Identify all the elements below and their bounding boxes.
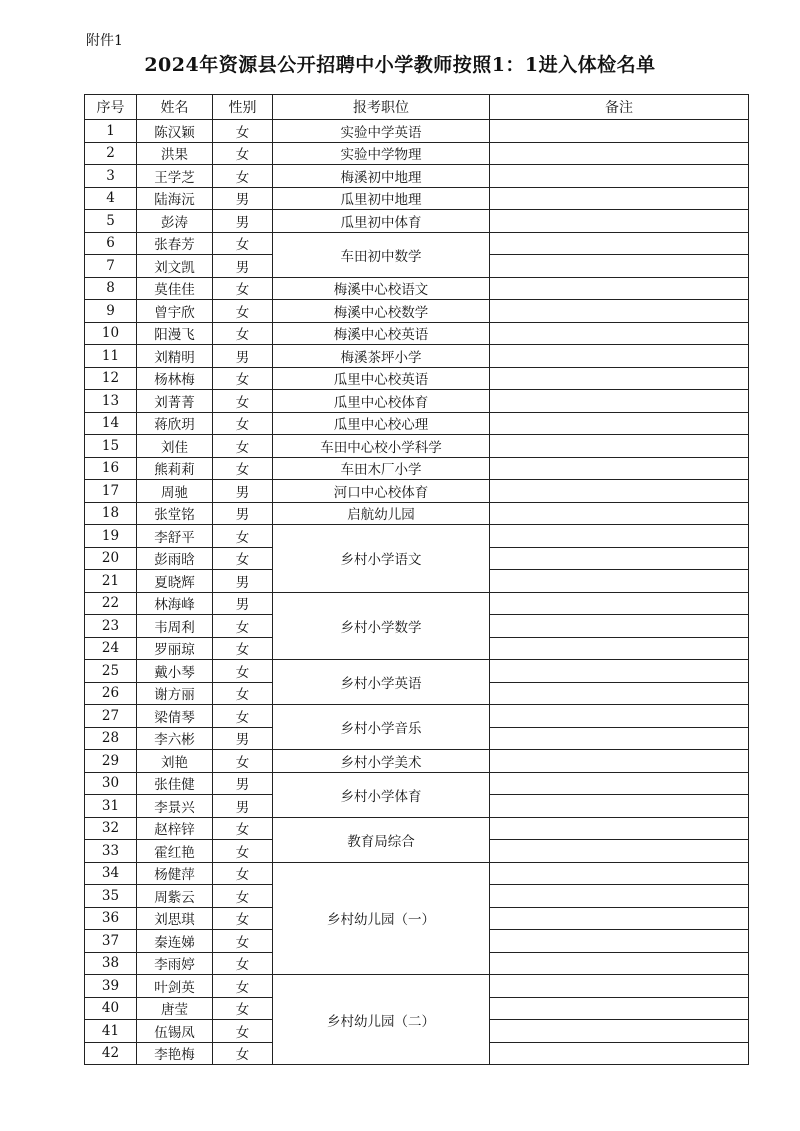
row-number-cell: 21 xyxy=(85,570,137,593)
row-number-cell: 17 xyxy=(85,480,137,503)
gender-cell: 女 xyxy=(213,1020,273,1043)
row-number-cell: 16 xyxy=(85,457,137,480)
note-cell xyxy=(490,187,749,210)
row-number-cell: 14 xyxy=(85,412,137,435)
position-cell: 乡村幼儿园（二） xyxy=(273,975,490,1065)
gender-cell: 男 xyxy=(213,502,273,525)
header-note: 备注 xyxy=(490,95,749,120)
name-cell: 夏晓辉 xyxy=(137,570,213,593)
note-cell xyxy=(490,277,749,300)
gender-cell: 男 xyxy=(213,592,273,615)
name-cell: 王学芝 xyxy=(137,165,213,188)
name-cell: 罗丽琼 xyxy=(137,637,213,660)
name-cell: 李艳梅 xyxy=(137,1042,213,1065)
note-cell xyxy=(490,1020,749,1043)
gender-cell: 男 xyxy=(213,480,273,503)
gender-cell: 女 xyxy=(213,142,273,165)
attachment-label: 附件1 xyxy=(86,33,123,49)
table-header-row xyxy=(85,95,749,120)
note-cell xyxy=(490,322,749,345)
row-number-cell: 32 xyxy=(85,817,137,840)
position-cell: 瓜里中心校体育 xyxy=(273,390,490,413)
table-row xyxy=(85,862,749,885)
name-cell: 彭雨晗 xyxy=(137,547,213,570)
name-cell: 张堂铭 xyxy=(137,502,213,525)
position-cell: 实验中学物理 xyxy=(273,142,490,165)
name-cell: 林海峰 xyxy=(137,592,213,615)
name-cell: 霍红艳 xyxy=(137,840,213,863)
name-cell: 周驰 xyxy=(137,480,213,503)
gender-cell: 女 xyxy=(213,412,273,435)
row-number-cell: 13 xyxy=(85,390,137,413)
row-number-cell: 28 xyxy=(85,727,137,750)
name-cell: 李雨婷 xyxy=(137,952,213,975)
name-cell: 叶剑英 xyxy=(137,975,213,998)
name-cell: 刘佳 xyxy=(137,435,213,458)
note-cell xyxy=(490,120,749,143)
note-cell xyxy=(490,210,749,233)
note-cell xyxy=(490,840,749,863)
position-cell: 梅溪初中地理 xyxy=(273,165,490,188)
table-row xyxy=(85,187,749,210)
table-row xyxy=(85,772,749,795)
gender-cell: 女 xyxy=(213,615,273,638)
row-number-cell: 36 xyxy=(85,907,137,930)
document-title: 2024年资源县公开招聘中小学教师按照1：1进入体检名单 xyxy=(144,54,656,76)
row-number-cell: 27 xyxy=(85,705,137,728)
row-number-cell: 19 xyxy=(85,525,137,548)
note-cell xyxy=(490,727,749,750)
position-cell: 实验中学英语 xyxy=(273,120,490,143)
position-cell: 梅溪中心校语文 xyxy=(273,277,490,300)
note-cell xyxy=(490,975,749,998)
table-row xyxy=(85,975,749,998)
name-cell: 戴小琴 xyxy=(137,660,213,683)
row-number-cell: 15 xyxy=(85,435,137,458)
table-row xyxy=(85,660,749,683)
row-number-cell: 22 xyxy=(85,592,137,615)
table-row xyxy=(85,210,749,233)
name-cell: 曾宇欣 xyxy=(137,300,213,323)
row-number-cell: 33 xyxy=(85,840,137,863)
table-row xyxy=(85,390,749,413)
note-cell xyxy=(490,232,749,255)
row-number-cell: 34 xyxy=(85,862,137,885)
gender-cell: 女 xyxy=(213,997,273,1020)
name-cell: 彭涛 xyxy=(137,210,213,233)
gender-cell: 女 xyxy=(213,975,273,998)
row-number-cell: 4 xyxy=(85,187,137,210)
note-cell xyxy=(490,795,749,818)
name-cell: 周紫云 xyxy=(137,885,213,908)
note-cell xyxy=(490,480,749,503)
row-number-cell: 26 xyxy=(85,682,137,705)
row-number-cell: 20 xyxy=(85,547,137,570)
name-cell: 张春芳 xyxy=(137,232,213,255)
note-cell xyxy=(490,772,749,795)
gender-cell: 男 xyxy=(213,187,273,210)
gender-cell: 男 xyxy=(213,772,273,795)
table-row xyxy=(85,480,749,503)
row-number-cell: 7 xyxy=(85,255,137,278)
table-row xyxy=(85,322,749,345)
row-number-cell: 41 xyxy=(85,1020,137,1043)
gender-cell: 男 xyxy=(213,727,273,750)
gender-cell: 女 xyxy=(213,660,273,683)
gender-cell: 男 xyxy=(213,570,273,593)
note-cell xyxy=(490,502,749,525)
note-cell xyxy=(490,862,749,885)
note-cell xyxy=(490,255,749,278)
position-cell: 梅溪中心校英语 xyxy=(273,322,490,345)
gender-cell: 女 xyxy=(213,322,273,345)
gender-cell: 女 xyxy=(213,637,273,660)
table-row xyxy=(85,525,749,548)
note-cell xyxy=(490,885,749,908)
position-cell: 瓜里中心校英语 xyxy=(273,367,490,390)
row-number-cell: 11 xyxy=(85,345,137,368)
row-number-cell: 40 xyxy=(85,997,137,1020)
note-cell xyxy=(490,750,749,773)
note-cell xyxy=(490,435,749,458)
table-row xyxy=(85,165,749,188)
name-cell: 李景兴 xyxy=(137,795,213,818)
table-row xyxy=(85,457,749,480)
name-cell: 杨林梅 xyxy=(137,367,213,390)
note-cell xyxy=(490,615,749,638)
gender-cell: 女 xyxy=(213,705,273,728)
row-number-cell: 6 xyxy=(85,232,137,255)
gender-cell: 女 xyxy=(213,435,273,458)
row-number-cell: 37 xyxy=(85,930,137,953)
row-number-cell: 29 xyxy=(85,750,137,773)
note-cell xyxy=(490,682,749,705)
name-cell: 伍锡凤 xyxy=(137,1020,213,1043)
note-cell xyxy=(490,637,749,660)
row-number-cell: 1 xyxy=(85,120,137,143)
name-cell: 陈汉颖 xyxy=(137,120,213,143)
gender-cell: 女 xyxy=(213,885,273,908)
table-body xyxy=(85,120,749,1065)
table-row xyxy=(85,412,749,435)
position-cell: 梅溪中心校数学 xyxy=(273,300,490,323)
row-number-cell: 38 xyxy=(85,952,137,975)
table-row xyxy=(85,345,749,368)
gender-cell: 女 xyxy=(213,682,273,705)
note-cell xyxy=(490,547,749,570)
row-number-cell: 10 xyxy=(85,322,137,345)
name-cell: 陆海沅 xyxy=(137,187,213,210)
gender-cell: 女 xyxy=(213,300,273,323)
gender-cell: 女 xyxy=(213,817,273,840)
name-cell: 谢方丽 xyxy=(137,682,213,705)
name-cell: 蒋欣玥 xyxy=(137,412,213,435)
name-cell: 韦周利 xyxy=(137,615,213,638)
table-row xyxy=(85,750,749,773)
gender-cell: 男 xyxy=(213,255,273,278)
header-position: 报考职位 xyxy=(273,95,490,120)
position-cell: 车田初中数学 xyxy=(273,232,490,277)
note-cell xyxy=(490,457,749,480)
note-cell xyxy=(490,997,749,1020)
name-cell: 李舒平 xyxy=(137,525,213,548)
position-cell: 梅溪茶坪小学 xyxy=(273,345,490,368)
position-cell: 乡村幼儿园（一） xyxy=(273,862,490,975)
row-number-cell: 2 xyxy=(85,142,137,165)
table-row xyxy=(85,705,749,728)
row-number-cell: 35 xyxy=(85,885,137,908)
note-cell xyxy=(490,142,749,165)
name-cell: 梁倩琴 xyxy=(137,705,213,728)
position-cell: 瓜里中心校心理 xyxy=(273,412,490,435)
note-cell xyxy=(490,345,749,368)
position-cell: 乡村小学数学 xyxy=(273,592,490,660)
position-cell: 教育局综合 xyxy=(273,817,490,862)
note-cell xyxy=(490,525,749,548)
note-cell xyxy=(490,907,749,930)
position-cell: 乡村小学音乐 xyxy=(273,705,490,750)
gender-cell: 女 xyxy=(213,1042,273,1065)
table-row xyxy=(85,120,749,143)
position-cell: 瓜里初中体育 xyxy=(273,210,490,233)
name-cell: 刘思琪 xyxy=(137,907,213,930)
row-number-cell: 12 xyxy=(85,367,137,390)
table-row xyxy=(85,232,749,255)
note-cell xyxy=(490,660,749,683)
gender-cell: 女 xyxy=(213,862,273,885)
position-cell: 乡村小学英语 xyxy=(273,660,490,705)
gender-cell: 男 xyxy=(213,345,273,368)
row-number-cell: 5 xyxy=(85,210,137,233)
note-cell xyxy=(490,952,749,975)
table-row xyxy=(85,817,749,840)
gender-cell: 女 xyxy=(213,367,273,390)
position-cell: 车田木厂小学 xyxy=(273,457,490,480)
row-number-cell: 23 xyxy=(85,615,137,638)
name-cell: 李六彬 xyxy=(137,727,213,750)
name-cell: 洪果 xyxy=(137,142,213,165)
header-gender: 性别 xyxy=(213,95,273,120)
table-row xyxy=(85,502,749,525)
gender-cell: 女 xyxy=(213,232,273,255)
row-number-cell: 3 xyxy=(85,165,137,188)
name-cell: 刘艳 xyxy=(137,750,213,773)
name-cell: 刘精明 xyxy=(137,345,213,368)
note-cell xyxy=(490,570,749,593)
row-number-cell: 18 xyxy=(85,502,137,525)
gender-cell: 女 xyxy=(213,525,273,548)
row-number-cell: 39 xyxy=(85,975,137,998)
header-name: 姓名 xyxy=(137,95,213,120)
name-cell: 杨健萍 xyxy=(137,862,213,885)
position-cell: 乡村小学美术 xyxy=(273,750,490,773)
gender-cell: 男 xyxy=(213,795,273,818)
name-cell: 刘菁菁 xyxy=(137,390,213,413)
gender-cell: 女 xyxy=(213,390,273,413)
name-cell: 熊莉莉 xyxy=(137,457,213,480)
note-cell xyxy=(490,390,749,413)
note-cell xyxy=(490,367,749,390)
name-cell: 张佳健 xyxy=(137,772,213,795)
table-row xyxy=(85,367,749,390)
gender-cell: 女 xyxy=(213,840,273,863)
row-number-cell: 30 xyxy=(85,772,137,795)
row-number-cell: 9 xyxy=(85,300,137,323)
note-cell xyxy=(490,930,749,953)
gender-cell: 女 xyxy=(213,547,273,570)
position-cell: 启航幼儿园 xyxy=(273,502,490,525)
gender-cell: 女 xyxy=(213,457,273,480)
position-cell: 瓜里初中地理 xyxy=(273,187,490,210)
row-number-cell: 42 xyxy=(85,1042,137,1065)
row-number-cell: 8 xyxy=(85,277,137,300)
gender-cell: 女 xyxy=(213,277,273,300)
table-row xyxy=(85,592,749,615)
row-number-cell: 31 xyxy=(85,795,137,818)
name-cell: 秦连娣 xyxy=(137,930,213,953)
gender-cell: 女 xyxy=(213,120,273,143)
note-cell xyxy=(490,592,749,615)
row-number-cell: 24 xyxy=(85,637,137,660)
gender-cell: 女 xyxy=(213,165,273,188)
note-cell xyxy=(490,817,749,840)
row-number-cell: 25 xyxy=(85,660,137,683)
name-cell: 刘文凯 xyxy=(137,255,213,278)
gender-cell: 男 xyxy=(213,210,273,233)
gender-cell: 女 xyxy=(213,907,273,930)
position-cell: 河口中心校体育 xyxy=(273,480,490,503)
note-cell xyxy=(490,1042,749,1065)
name-cell: 阳漫飞 xyxy=(137,322,213,345)
header-no: 序号 xyxy=(85,95,137,120)
name-cell: 莫佳佳 xyxy=(137,277,213,300)
position-cell: 车田中心校小学科学 xyxy=(273,435,490,458)
gender-cell: 女 xyxy=(213,952,273,975)
gender-cell: 女 xyxy=(213,930,273,953)
note-cell xyxy=(490,165,749,188)
table-row xyxy=(85,435,749,458)
table-row xyxy=(85,142,749,165)
gender-cell: 女 xyxy=(213,750,273,773)
name-cell: 唐莹 xyxy=(137,997,213,1020)
note-cell xyxy=(490,300,749,323)
table-row xyxy=(85,277,749,300)
position-cell: 乡村小学语文 xyxy=(273,525,490,593)
note-cell xyxy=(490,412,749,435)
table-row xyxy=(85,300,749,323)
position-cell: 乡村小学体育 xyxy=(273,772,490,817)
note-cell xyxy=(490,705,749,728)
name-cell: 赵梓锌 xyxy=(137,817,213,840)
candidate-table xyxy=(84,94,749,1065)
